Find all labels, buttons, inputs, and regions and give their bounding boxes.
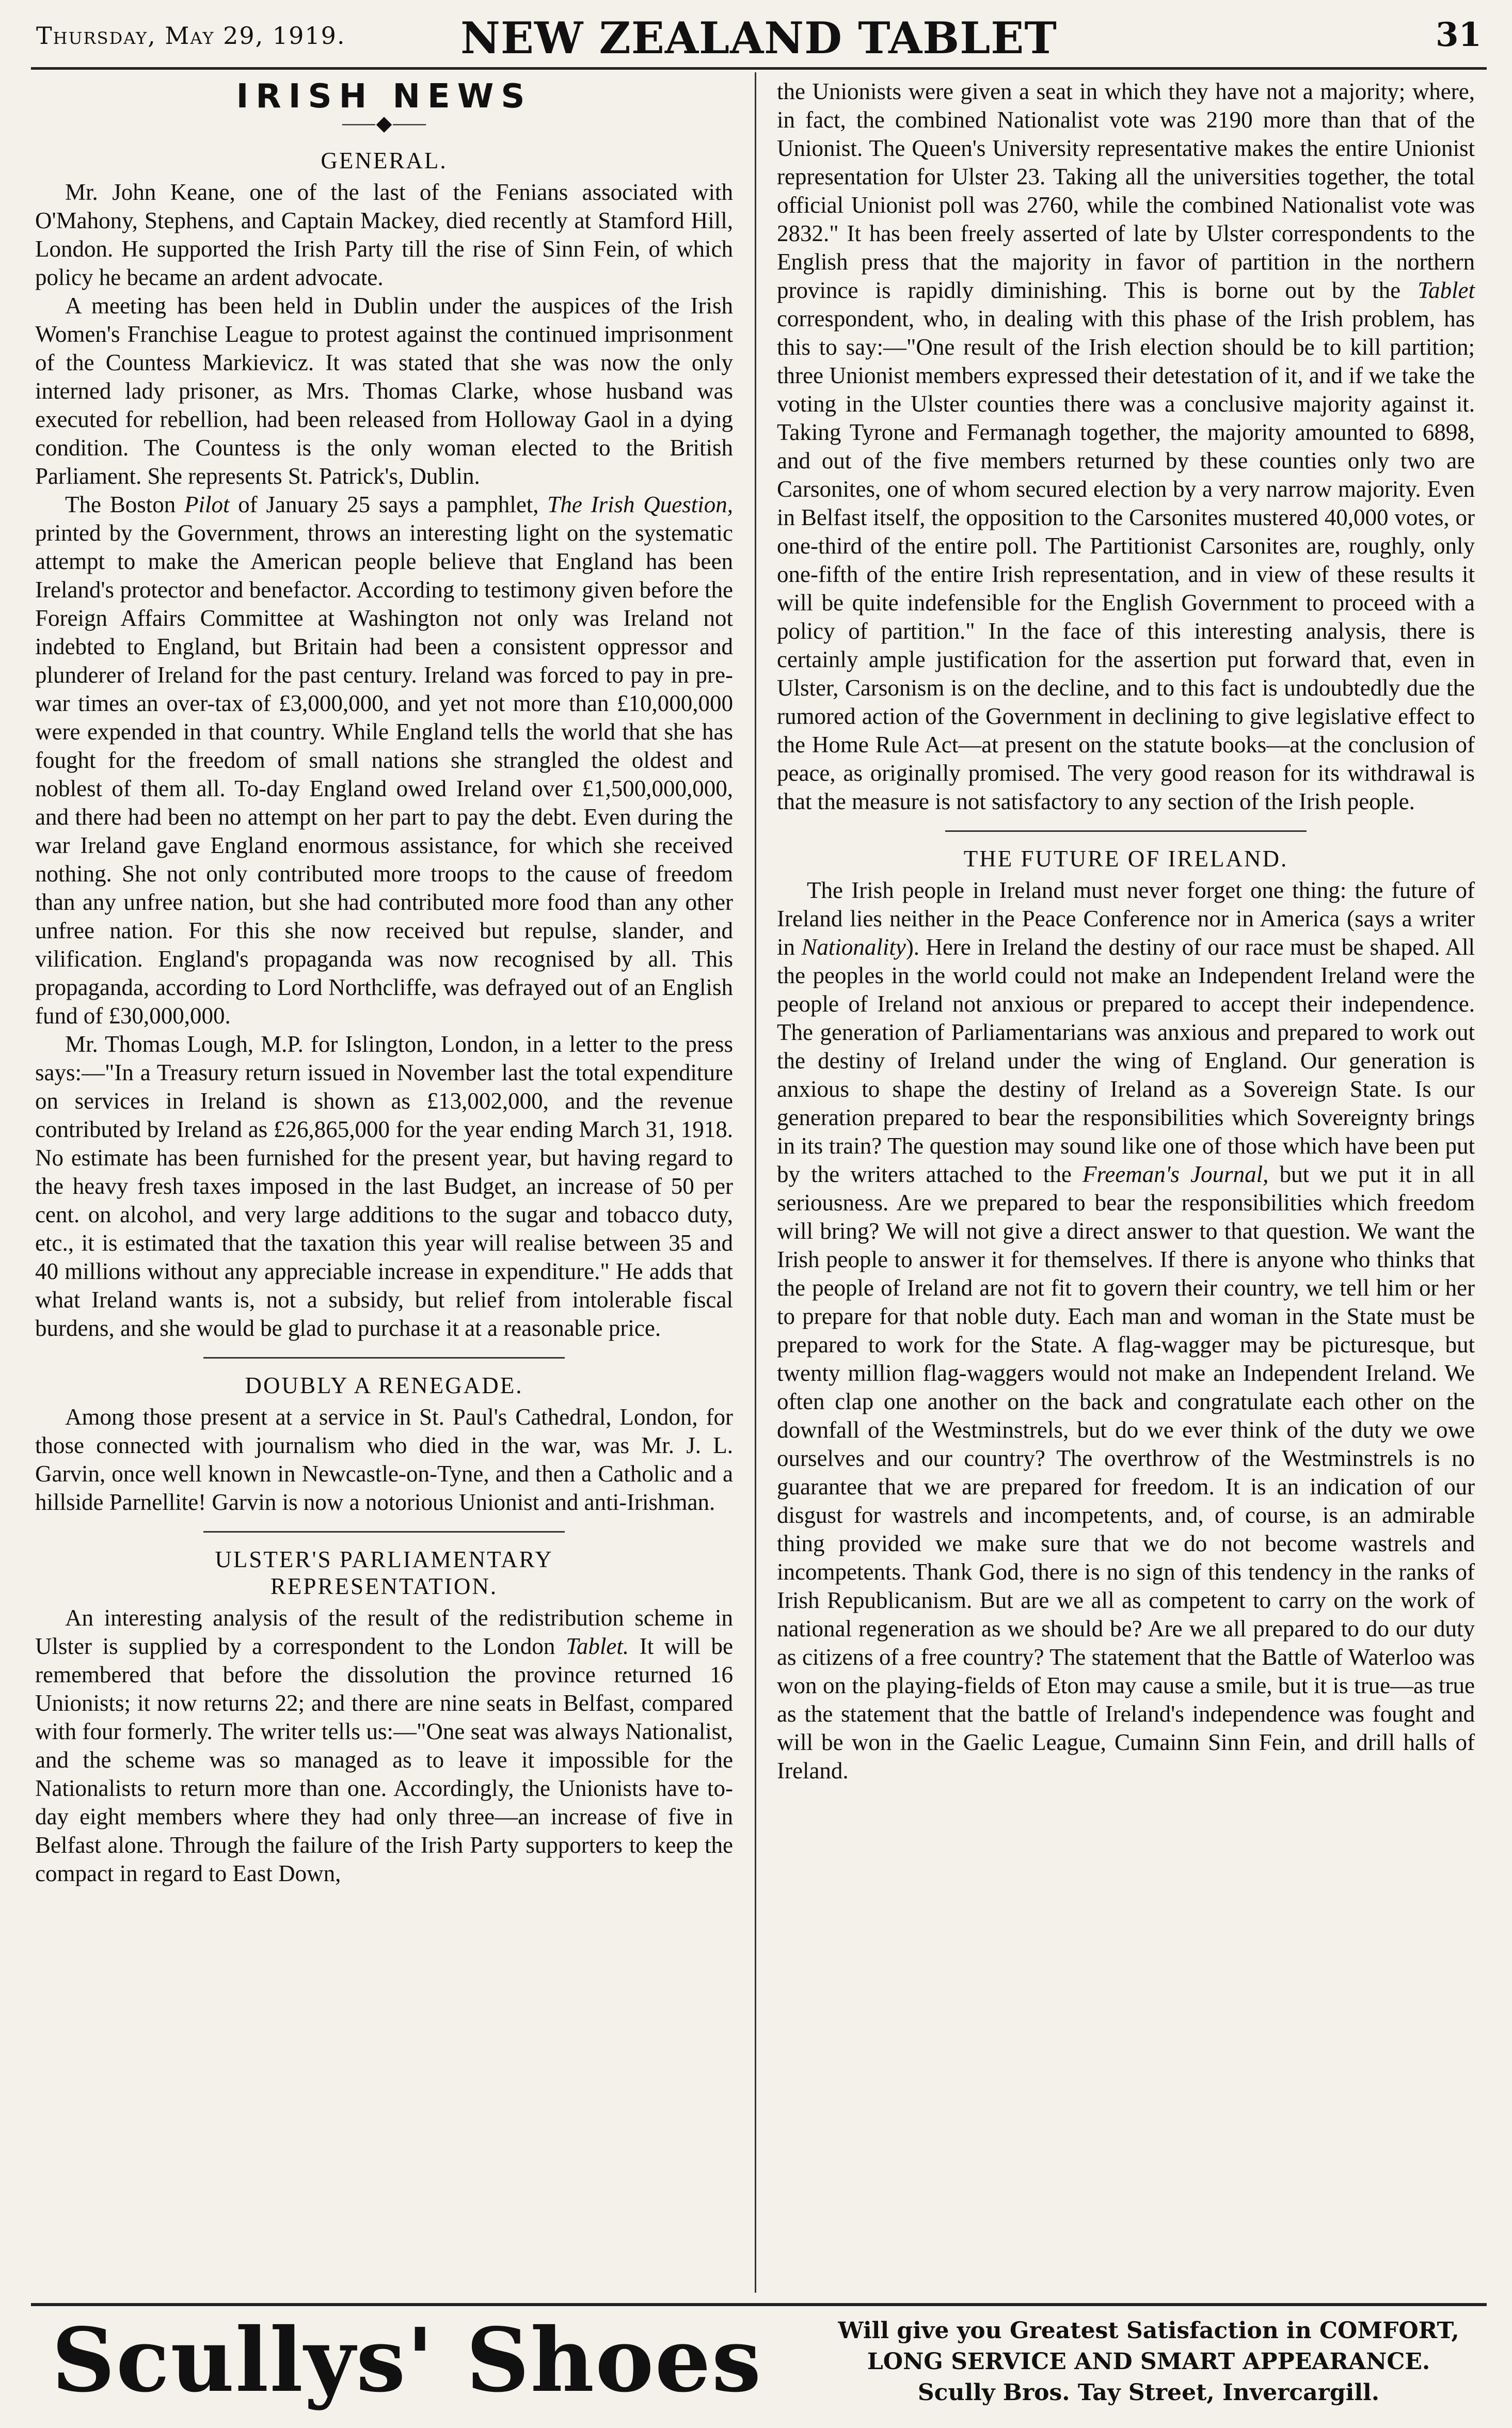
text-run: The Irish people in Ireland must never forget one thing: the future of Ireland lies neither in the Peace Conference nor in America (says a writer in (777, 877, 1475, 960)
ad-line: Scully Bros. Tay Street, Invercargill. (917, 2379, 1380, 2406)
ad-line: LONG SERVICE AND SMART APPEARANCE. (867, 2348, 1430, 2375)
italic-run: The Irish Question, (547, 492, 734, 517)
heading-ulster (35, 1546, 733, 1600)
article-paragraph (777, 876, 1475, 1785)
text-run: It will be remembered that before the dissolution the province returned 16 Unionists; it now returns 22; and there are nine seats in Belfast, compared with four formerly. The writer tells us:—"One seat was always Nationalist, and the scheme was so managed as to leave it impossible for the Nationalists to return more than one. Accordingly, the Unionists have to-day eight members where they had only three—an increase of five in Belfast alone. Through the failure of the Irish Party supporters to keep the compact in regard to East Down, (35, 1633, 734, 1886)
heading-line: REPRESENTATION. (270, 1573, 498, 1599)
heading-doubly-a-renegade: DOUBLY A RENEGADE. (245, 1373, 523, 1398)
article-paragraph: Mr. Thomas Lough, M.P. for Islington, London, in a letter to the press says:—"In a Treasury return issued in November last the total expenditure on services in Ireland is shown as £13,002,000, and the revenue contributed by Ireland as £26,865,000 for the year ending March 31, 1918. No estimate has been furnished for the present year, but having regard to the heavy fresh taxes imposed in the last Budget, an increase of 50 per cent. on alcohol, and very large additions to the sugar and tobacco duty, etc., it is estimated that the taxation this year will realise between 35 and 40 millions without any appreciable increase in expenditure." He adds that what Ireland wants is, not a subsidy, but relief from intolerable fiscal burdens, and she would be glad to purchase it at a reasonable price. (35, 1031, 733, 1341)
text-run: of January 25 says a pamphlet, (238, 492, 539, 517)
text-run: printed by the Government, throws an interesting light on the systematic attempt to make the American people believe that England has been Ireland's protector and benefactor. According to testimony given before the Foreign Affairs Committee at Washington not only was Ireland not indebted to England, but Britain had been a consistent oppressor and plunderer of Ireland for the past century. Ireland was forced to pay in pre-war times an over-tax of £3,000,000, and yet not more than £10,000,000 were expended in that country. While England tells the world that she has fought for the freedom of small nations she strangled the oldest and noblest of them all. To-day England owed Ireland over £1,500,000,000, and there had been no attempt on her part to pay the debt. Even during the war Ireland gave England enormous assistance, for which she received nothing. She not only contributed more troops to the cause of freedom than any unfree nation, but she had contributed more food than any other unfree nation. For this she now received but repulse, slander, and vilification. England's propaganda was now recognised by all. This propaganda, according to Lord Northcliffe, was defrayed out of an English fund of £30,000,000. (35, 520, 733, 1029)
article-paragraph (35, 491, 733, 1030)
heading-line: ULSTER'S PARLIAMENTARY (215, 1547, 553, 1572)
right-column (777, 77, 1475, 1785)
italic-run: Nationality (801, 934, 906, 960)
text-run: An interesting analysis of the result of the redistribution scheme in Ulster is supplied by a correspondent to the London (35, 1605, 733, 1659)
ad-brand: Scullys' Shoes (52, 2309, 762, 2412)
article-paragraph (777, 77, 1475, 816)
section-rule (945, 830, 1307, 832)
ad-copy (816, 2315, 1482, 2408)
italic-run: Tablet (1418, 277, 1475, 303)
section-rule (203, 1357, 565, 1359)
text-run: The Boston (65, 492, 176, 517)
article-paragraph: A meeting has been held in Dublin under the auspices of the Irish Women's Franchise League to protest against the continued imprisonment of the Countess Markievicz. It was stated that she was now the only interned lady prisoner, as Mrs. Thomas Clarke, whose husband was executed for rebellion, had been released from Holloway Gaol in a dying condition. The Countess is the only woman elected to the British Parliament. She represents St. Patrick's, Dublin. (35, 293, 733, 489)
italic-run: Freeman's Journal, (1083, 1161, 1269, 1187)
article-paragraph (35, 1604, 733, 1888)
left-column (35, 77, 733, 1888)
page-number: 31 (1435, 15, 1482, 54)
italic-run: Pilot (184, 492, 230, 517)
section-rule (203, 1531, 565, 1533)
page-header (31, 10, 1487, 70)
italic-run: Tablet. (566, 1633, 629, 1659)
publication-title: NEW ZEALAND TABLET (460, 12, 1057, 64)
advertisement-banner (31, 2303, 1487, 2428)
article-paragraph: Mr. John Keane, one of the last of the Fenians associated with O'Mahony, Stephens, and Captain Mackey, died recently at Stamford Hill, London. He supported the Irish Party till the rise of Sinn Fein, of which policy he became an ardent advocate. (35, 179, 733, 290)
article-paragraph: Among those present at a service in St. Paul's Cathedral, London, for those connected with journalism who died in the war, was Mr. J. L. Garvin, once well known in Newcastle-on-Tyne, and then a Catholic and a hillside Parnellite! Garvin is now a notorious Unionist and anti-Irishman. (35, 1404, 733, 1515)
issue-date: Thursday, May 29, 1919. (36, 22, 346, 50)
column-divider (755, 72, 756, 2293)
heading-future-of-ireland: THE FUTURE OF IRELAND. (963, 846, 1288, 872)
text-run: ). Here in Ireland the destiny of our race must be shaped. All the peoples in the world could not make an Independent Ireland were the people of Ireland not anxious or prepared to accept their independence. The generation of Parliamentarians was anxious and prepared to work out the destiny of Ireland under the wing of England. Our generation is anxious to shape the destiny of Ireland as a Sovereign State. Is our generation prepared to bear the responsibilities which Sovereignty brings in its train? The question may sound like one of those which have been put by the writers attached to the (777, 934, 1475, 1187)
heading-general: GENERAL. (321, 148, 448, 174)
section-title: IRISH NEWS (236, 77, 532, 116)
text-run: the Unionists were given a seat in which they have not a majority; where, in fact, the combined Nationalist vote was 2190 more than that of the Unionist. The Queen's University representative makes the entire Unionist representation for Ulster 23. Taking all the universities together, the total official Unionist poll was 2760, while the combined Nationalist vote was 2832." It has been freely asserted of late by Ulster correspondents to the English press that the majority in favor of partition in the northern province is rapidly diminishing. This is borne out by the (777, 78, 1475, 303)
text-run: correspondent, who, in dealing with this phase of the Irish problem, has this to say:—"One result of the Irish election should be to kill partition; three Unionist members expressed their detestation of it, and if we take the voting in the Ulster counties there was a conclusive majority against it. Taking Tyrone and Fermanagh together, the majority amounted to 6898, and out of the five members returned by these counties only two are Carsonites, one of whom secured election by a very narrow majority. Even in Belfast itself, the opposition to the Carsonites mustered 40,000 votes, or one-third of the entire poll. The Partitionist Carsonites are, roughly, only one-fifth of the entire Irish representation, and in view of these results it will be quite indefensible for the English Government to proceed with a policy of partition." In the face of this interesting analysis, there is certainly ample justification for the assertion put forward that, even in Ulster, Carsonism is on the decline, and to this fact is undoubtedly due the rumored action of the Government in declining to give legislative effect to the Home Rule Act—at present on the statute books—at the conclusion of peace, as originally promised. The very good reason for its withdrawal is that the measure is not satisfactory to any section of the Irish people. (777, 306, 1475, 814)
text-run: but we put it in all seriousness. Are we prepared to bear the responsibilities which freedom will bring? We will not give a direct answer to that question. We want the Irish people to answer it for themselves. If there is anyone who thinks that the people of Ireland are not fit to govern their country, we tell him or her to prepare for that noble duty. Each man and woman in the State must be prepared to work for the State. A flag-wagger may be picturesque, but twenty million flag-waggers would not make an Independent Ireland. We often clap one another on the back and congratulate each other on the downfall of the Westminstrels, but do we ever think of the duty we owe ourselves and our country? The overthrow of the Westminstrels is no guarantee that we are prepared for freedom. It is an indication of our disgust for wastrels and incompetents, and, of course, is an admirable thing provided we make sure that we do not become wastrels and incompetents. Thank God, there is no sign of this tendency in the ranks of Irish Republicanism. But are we all as competent to carry on the work of national regeneration as we should be? Are we all prepared to do our duty as citizens of a free country? The statement that the Battle of Waterloo was won on the playing-fields of Eton may cause a smile, but it is true—as true as the statement that the battle of Ireland's independence was fought and will be won in the Gaelic League, Cumainn Sinn Fein, and drill halls of Ireland. (777, 1161, 1475, 1784)
ad-line: Will give you Greatest Satisfaction in COMFORT, (838, 2317, 1459, 2344)
title-flourish: ⸺◆⸺ (341, 112, 427, 135)
